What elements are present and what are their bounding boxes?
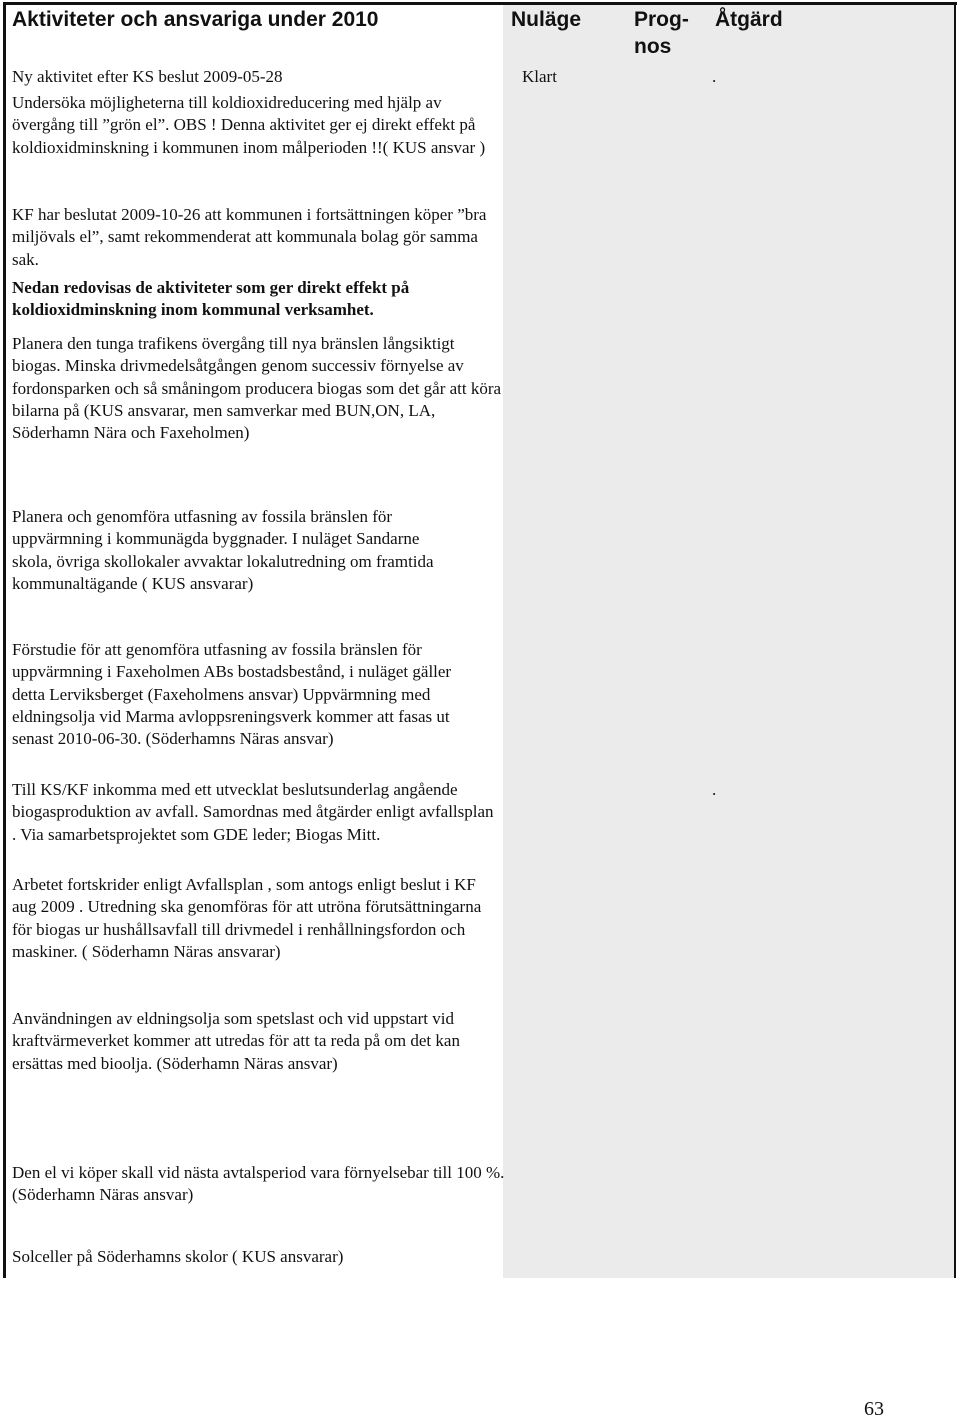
activity-row: Till KS/KF inkomma med ett utvecklat beslutsunderlag angående biogasproduktion av avfall. Samordnas med åtgärder enligt avfallsplan . Via samarbetsprojektet som GDE leder; Biogas Mitt. [12, 780, 494, 844]
activity-row: Användningen av eldningsolja som spetslast och vid uppstart vid kraftvärmeverket kommer att utredas för att ta reda på om det kan ersättas med bioolja. (Söderhamn Näras ansvar) [12, 1009, 460, 1073]
activity-row: Den el vi köper skall vid nästa avtalsperiod vara förnyelsebar till 100 %. (Söderhamn Näras ansvar) [12, 1163, 505, 1205]
column-header-atgard: Åtgärd [715, 8, 783, 31]
column-header-nulage: Nuläge [511, 8, 582, 31]
activity-row: Undersöka möjligheterna till koldioxidreducering med hjälp av övergång till ”grön el”. OBS ! Denna aktivitet ger ej direkt effekt på koldioxidminskning i kommunen inom målperioden !!( KUS ansvar ) [12, 93, 486, 157]
activity-row: Arbetet fortskrider enligt Avfallsplan , som antogs enligt beslut i KF aug 2009 . Utredning ska genomföras för att utröna förutsättningarna för biogas ur hushållsavfall till drivmedel i renhållningsfordon och maskiner. ( Söderhamn Näras ansvarar) [12, 875, 482, 961]
activity-row: KF har beslutat 2009-10-26 att kommunen i fortsättningen köper ”bra miljövals el”, samt rekommenderat att kommunala bolag gör samma sak. [12, 205, 487, 269]
activity-row: Planera och genomföra utfasning av fossila bränslen för uppvärmning i kommunägda byggnader. I nuläget Sandarne skola, övriga skollokaler avvaktar lokalutredning om framtida kommunaltägande ( KUS ansvarar) [12, 507, 434, 593]
section-note: Nedan redovisas de aktiviteter som ger direkt effekt på koldioxidminskning inom kommunal verksamhet. [12, 278, 410, 320]
atgard-value: . [712, 780, 717, 799]
prognos-line-1: Prog- [634, 8, 689, 31]
activity-row: Planera den tunga trafikens övergång till nya bränslen långsiktigt biogas. Minska drivmedelsåtgången genom successiv förnyelse av fordonsparken och så småningom producera biogas som det går att köra bilarna på (KUS ansvarar, men samverkar med BUN,ON, LA, Söderhamn Nära och Faxeholmen) [12, 334, 502, 443]
table-title: Aktiviteter och ansvariga under 2010 [12, 8, 379, 31]
column-header-prognos [634, 6, 689, 60]
table-right-border [954, 2, 956, 1278]
activity-row: Solceller på Söderhamns skolor ( KUS ansvarar) [12, 1247, 344, 1266]
page-number: 63 [864, 1398, 884, 1420]
atgard-value: . [712, 67, 717, 86]
activity-row: Ny aktivitet efter KS beslut 2009-05-28 [12, 67, 283, 86]
status-columns-background [503, 3, 955, 1278]
table-left-border [3, 2, 6, 1278]
activity-row: Förstudie för att genomföra utfasning av fossila bränslen för uppvärmning i Faxeholmen ABs bostadsbestånd, i nuläget gäller detta Lerviksberget (Faxeholmens ansvar) Uppvärmning med eldningsolja vid Marma avloppsreningsverk kommer att fasas ut senast 2010-06-30. (Söderhamns Näras ansvar) [12, 640, 452, 749]
prognos-line-2: nos [634, 35, 672, 58]
nulage-value: Klart [522, 67, 557, 86]
table-top-border [3, 2, 957, 5]
